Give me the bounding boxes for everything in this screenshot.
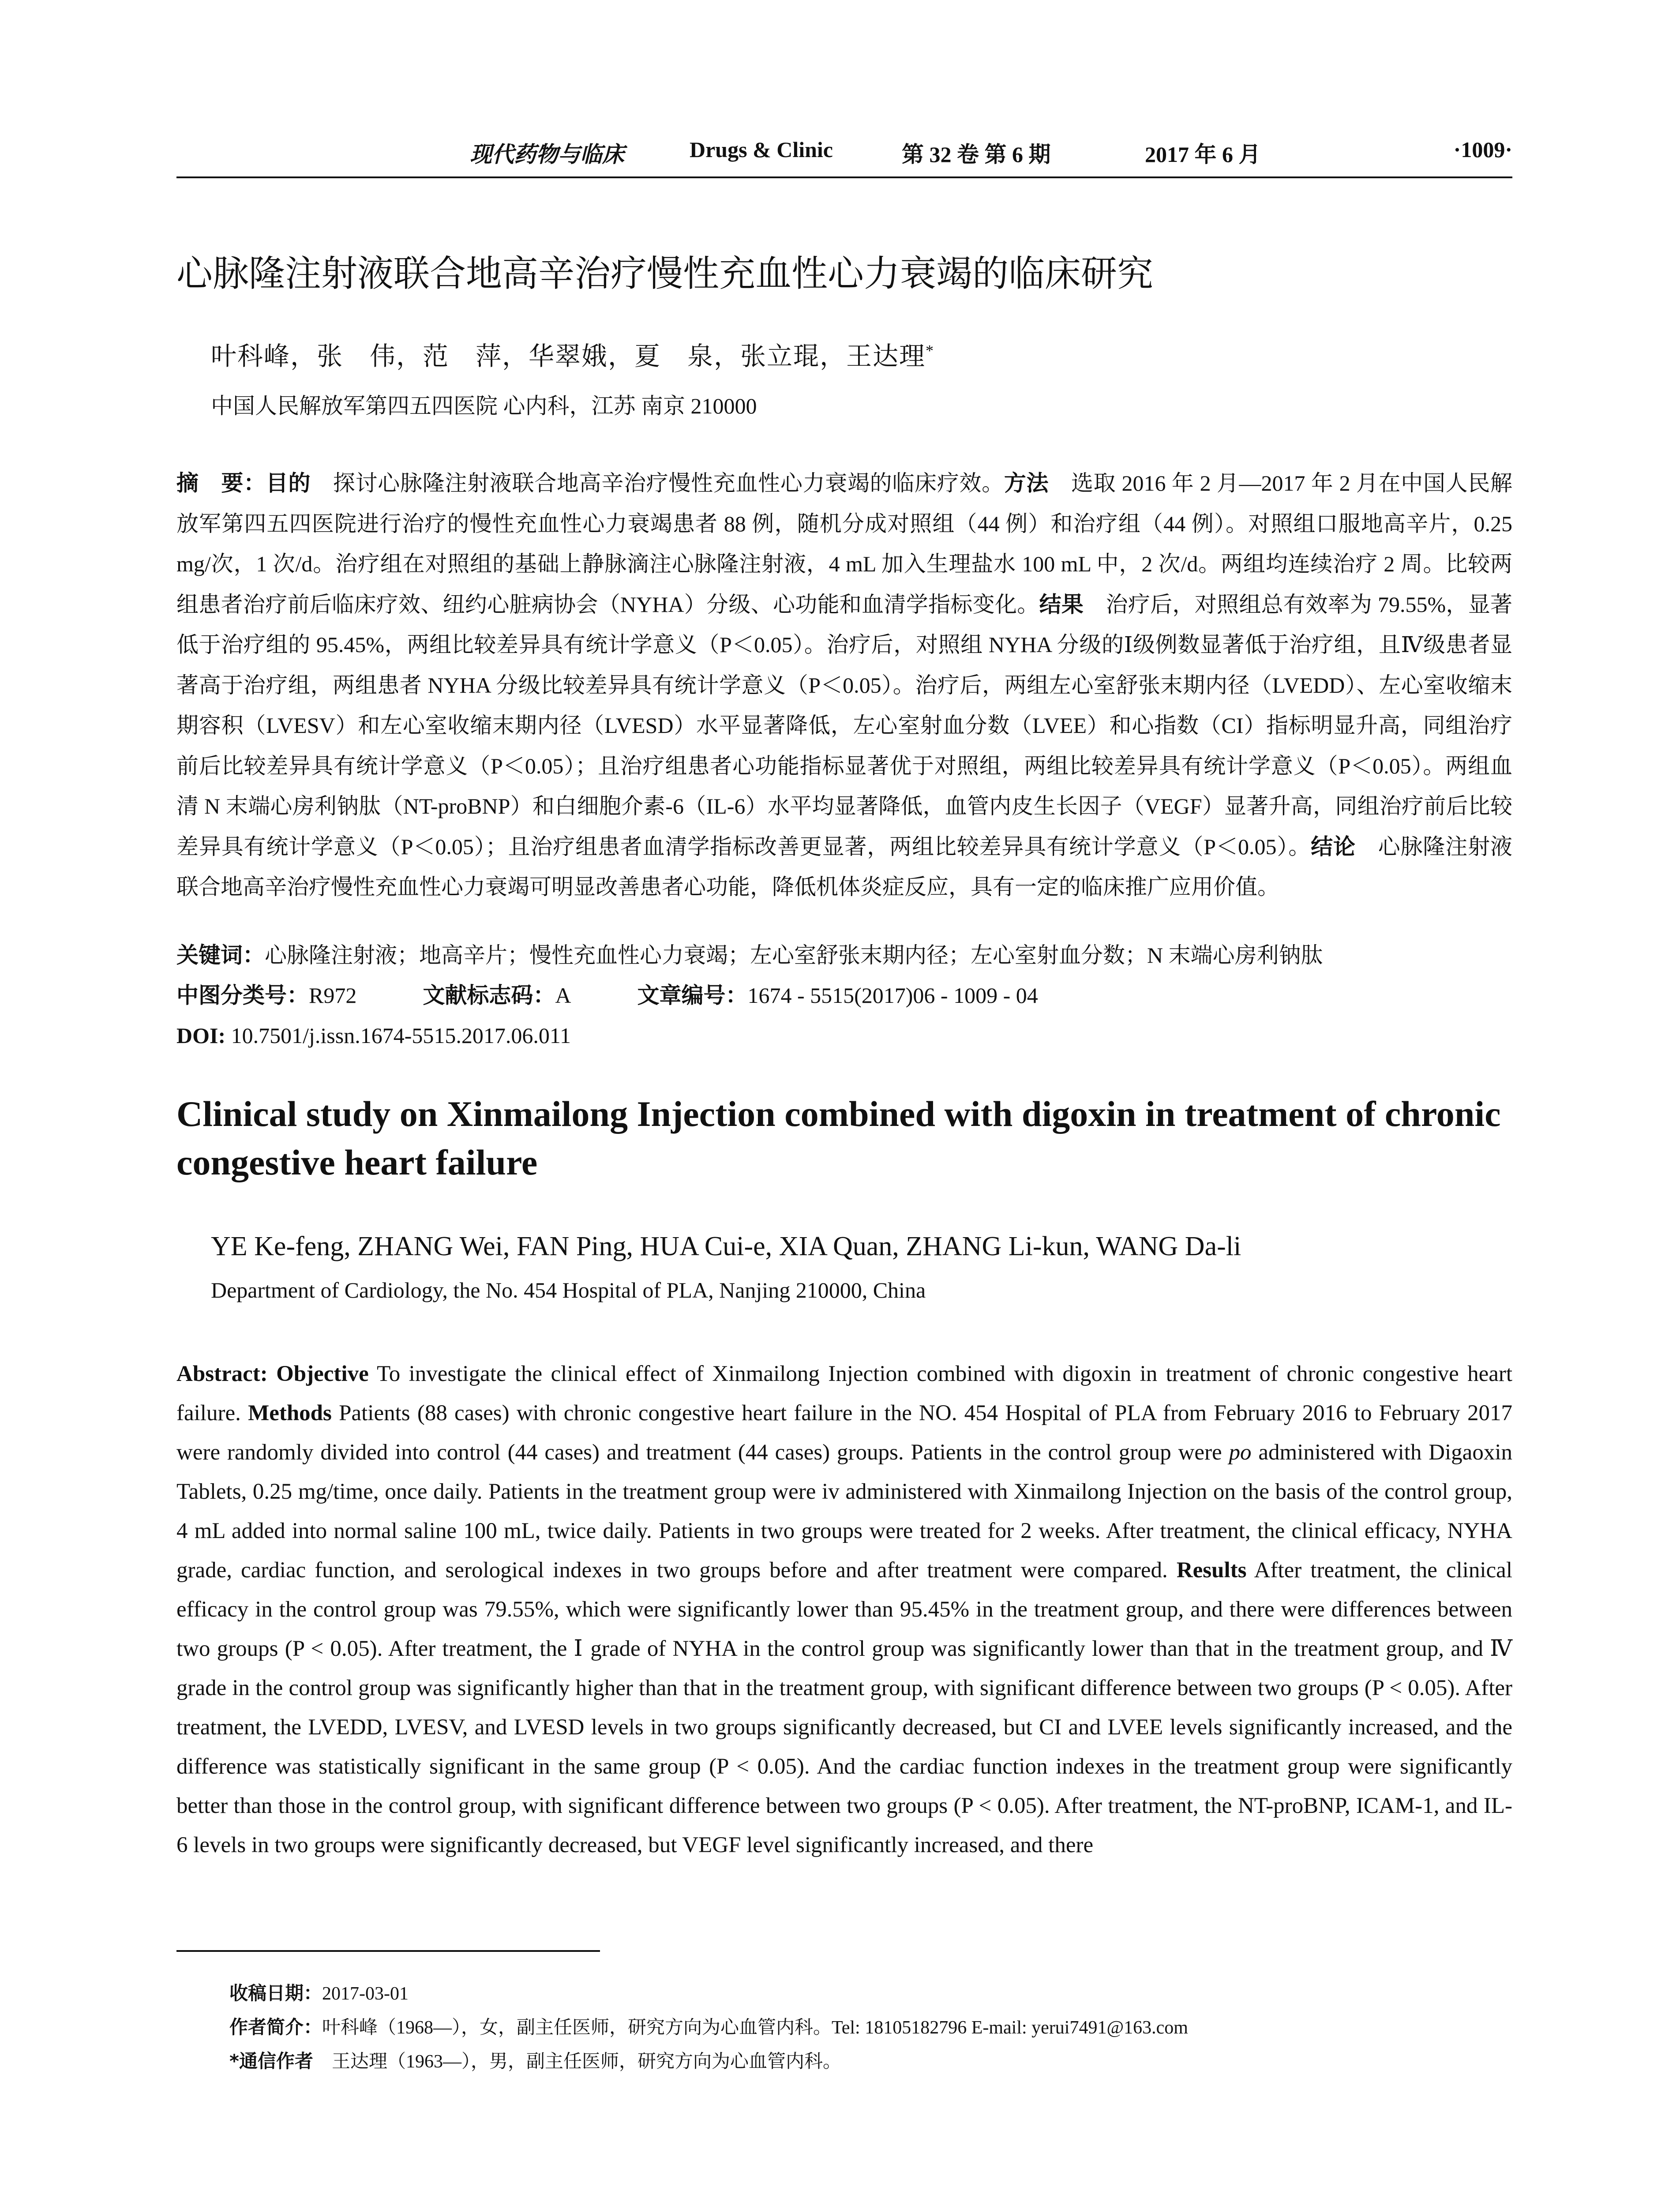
volume-issue: 第 32 卷 第 6 期 — [902, 142, 1051, 167]
keywords-line — [176, 935, 1512, 975]
classification-line — [176, 975, 1512, 1016]
doccode-label: 文献标志码： — [423, 983, 555, 1008]
author-bio: 叶科峰（1968—），女，副主任医师，研究方向为心血管内科。Tel: 18105182796 E-mail: yerui7491@163.com — [322, 2018, 1188, 2038]
keywords: 心脉隆注射液；地高辛片；慢性充血性心力衰竭；左心室舒张末期内径；左心室射血分数；N 末端心房利钠肽 — [265, 943, 1323, 968]
doi-label: DOI: — [176, 1023, 226, 1048]
authors-en: YE Ke-feng, ZHANG Wei, FAN Ping, HUA Cui-e, XIA Quan, ZHANG Li-kun, WANG Da-li — [211, 1231, 1241, 1261]
title-en: Clinical study on Xinmailong Injection combined with digoxin in treatment of chronic congestive heart failure — [176, 1094, 1501, 1182]
objective-label-cn: 目的 — [266, 470, 311, 496]
objective-label-en: Objective — [276, 1362, 369, 1386]
methods-en-b: administered with Digaoxin Tablets, 0.25 mg/time, once daily. Patients in the treatment group were iv administered with Xinmailong Injection on the basis of the control group, 4 mL added into normal saline 100 mL, twice daily. Patients in two groups were treated for 2 weeks. After treatment, the clinical efficacy, NYHA grade, cardiac function, and serological indexes in two groups before and after treatment were compared. — [176, 1440, 1512, 1583]
clc-label: 中图分类号： — [176, 983, 309, 1008]
methods-cn: 选取 2016 年 2 月—2017 年 2 月在中国人民解放军第四五四医院进行治疗的慢性充血性心力衰竭患者 88 例，随机分成对照组（44 例）和治疗组（44 例）。对照组口服地高辛片，0.25 mg/次，1 次/d。治疗组在对照组的基础上静脉滴注心脉隆注射液，4 mL 加入生理盐水 100 mL 中，2 次/d。两组均连续治疗 2 周。比较两组患者治疗前后临床疗效、纽约心脏病协会（NYHA）分级、心功能和血清学指标变化。 — [176, 471, 1513, 617]
results-label-en: Results — [1176, 1558, 1247, 1583]
methods-label-cn: 方法 — [1004, 470, 1049, 496]
header-rule — [176, 176, 1512, 178]
title-cn: 心脉隆注射液联合地高辛治疗慢性充血性心力衰竭的临床研究 — [176, 253, 1154, 295]
methods-en-po: po — [1229, 1440, 1252, 1465]
authors-cn — [211, 335, 934, 372]
page-number: ·1009· — [1453, 137, 1512, 162]
journal-name-cn: 现代药物与临床 — [470, 142, 624, 167]
received-date: 2017-03-01 — [322, 1984, 409, 2004]
author-bio-label: 作者简介： — [229, 2016, 322, 2038]
article-number: 1674 - 5515(2017)06 - 1009 - 04 — [747, 983, 1038, 1008]
clc-number: R972 — [309, 983, 357, 1008]
running-header — [176, 137, 1512, 176]
footnote-rule — [176, 1950, 600, 1952]
abstract-label-en: Abstract: — [176, 1362, 277, 1386]
received-date-line — [229, 1977, 1188, 2011]
corresponding-label: *通信作者 — [229, 2050, 313, 2072]
results-en: After treatment, the clinical efficacy in the control group was 79.55%, which were significantly lower than 95.45% in the treatment group, and there were differences between two groups (P < 0.05). After treatment, the Ⅰ grade of NYHA in the control group was significantly lower than that in the treatment group, and Ⅳ grade in the control group was significantly higher than that in the treatment group, with significant difference between two groups (P < 0.05). After treatment, the LVEDD, LVESV, and LVESD levels in two groups significantly decreased, but CI and LVEE levels significantly increased, and the difference was statistically significant in the same group (P < 0.05). And the cardiac function indexes in the treatment group were significantly better than those in the control group, with significant difference between two groups (P < 0.05). After treatment, the NT-proBNP, ICAM-1, and IL-6 levels in two groups were significantly decreased, but VEGF level significantly increased, and there — [176, 1558, 1512, 1857]
authors-cn-text: 叶科峰，张 伟，范 萍，华翠娥，夏 泉，张立琨，王达理 — [211, 342, 926, 371]
results-cn: 治疗后，对照组总有效率为 79.55%，显著低于治疗组的 95.45%，两组比较差异具有统计学意义（P＜0.05）。治疗后，对照组 NYHA 分级的Ⅰ级例数显著低于治疗组，且Ⅳ级患者显著高于治疗组，两组患者 NYHA 分级比较差异具有统计学意义（P＜0.05）。治疗后，两组左心室舒张末期内径（LVEDD）、左心室收缩末期容积（LVESV）和左心室收缩末期内径（LVESD）水平显著降低，左心室射血分数（LVEE）和心指数（CI）指标明显升高，同组治疗前后比较差异具有统计学意义（P＜0.05）；且治疗组患者心功能指标显著优于对照组，两组比较差异具有统计学意义（P＜0.05）。两组血清 N 末端心房利钠肽（NT-proBNP）和白细胞介素-6（IL-6）水平均显著降低，血管内皮生长因子（VEGF）显著升高，同组治疗前后比较差异具有统计学意义（P＜0.05）；且治疗组患者血清学指标改善更显著，两组比较差异具有统计学意义（P＜0.05）。 — [176, 592, 1513, 859]
articleno-label: 文章编号： — [637, 983, 748, 1008]
corresponding-line — [229, 2045, 1188, 2078]
keywords-label: 关键词： — [176, 942, 265, 968]
conclusion-label-cn: 结论 — [1311, 833, 1356, 859]
objective-cn: 探讨心脉隆注射液联合地高辛治疗慢性充血性心力衰竭的临床疗效。 — [311, 471, 1004, 495]
doi-line — [176, 1016, 1512, 1056]
corresponding-mark: * — [926, 341, 935, 360]
methods-en-a: Patients (88 cases) with chronic congestive heart failure in the NO. 454 Hospital of PLA from February 2016 to February 2017 were randomly divided into control (44 cases) and treatment (44 cases) groups. Patients in the control group were — [176, 1401, 1513, 1465]
conclusion-cn: 心脉隆注射液联合地高辛治疗慢性充血性心力衰竭可明显改善患者心功能，降低机体炎症反应，具有一定的临床推广应用价值。 — [176, 834, 1513, 899]
received-label: 收稿日期： — [229, 1982, 322, 2004]
author-bio-line — [229, 2011, 1188, 2045]
doccode: A — [555, 983, 571, 1008]
abstract-cn — [176, 463, 1512, 908]
footnotes — [229, 1977, 1188, 2078]
methods-label-en: Methods — [248, 1401, 332, 1426]
corresponding-author: 王达理（1963—），男，副主任医师，研究方向为心血管内科。 — [313, 2052, 841, 2072]
issue-date: 2017 年 6 月 — [1145, 142, 1261, 167]
affiliation-en: Department of Cardiology, the No. 454 Hospital of PLA, Nanjing 210000, China — [211, 1278, 926, 1302]
doi: 10.7501/j.issn.1674-5515.2017.06.011 — [225, 1023, 571, 1048]
abstract-en — [176, 1354, 1512, 1865]
results-label-cn: 结果 — [1039, 591, 1084, 617]
abstract-label-cn: 摘 要： — [176, 470, 266, 496]
objective-en: To investigate the clinical effect of Xinmailong Injection combined with digoxin in treatment of chronic congestive heart failure. — [176, 1362, 1512, 1426]
affiliation-cn: 中国人民解放军第四五四医院 心内科，江苏 南京 210000 — [211, 394, 757, 418]
article-metadata — [176, 935, 1512, 1056]
journal-name-en: Drugs & Clinic — [690, 137, 833, 162]
